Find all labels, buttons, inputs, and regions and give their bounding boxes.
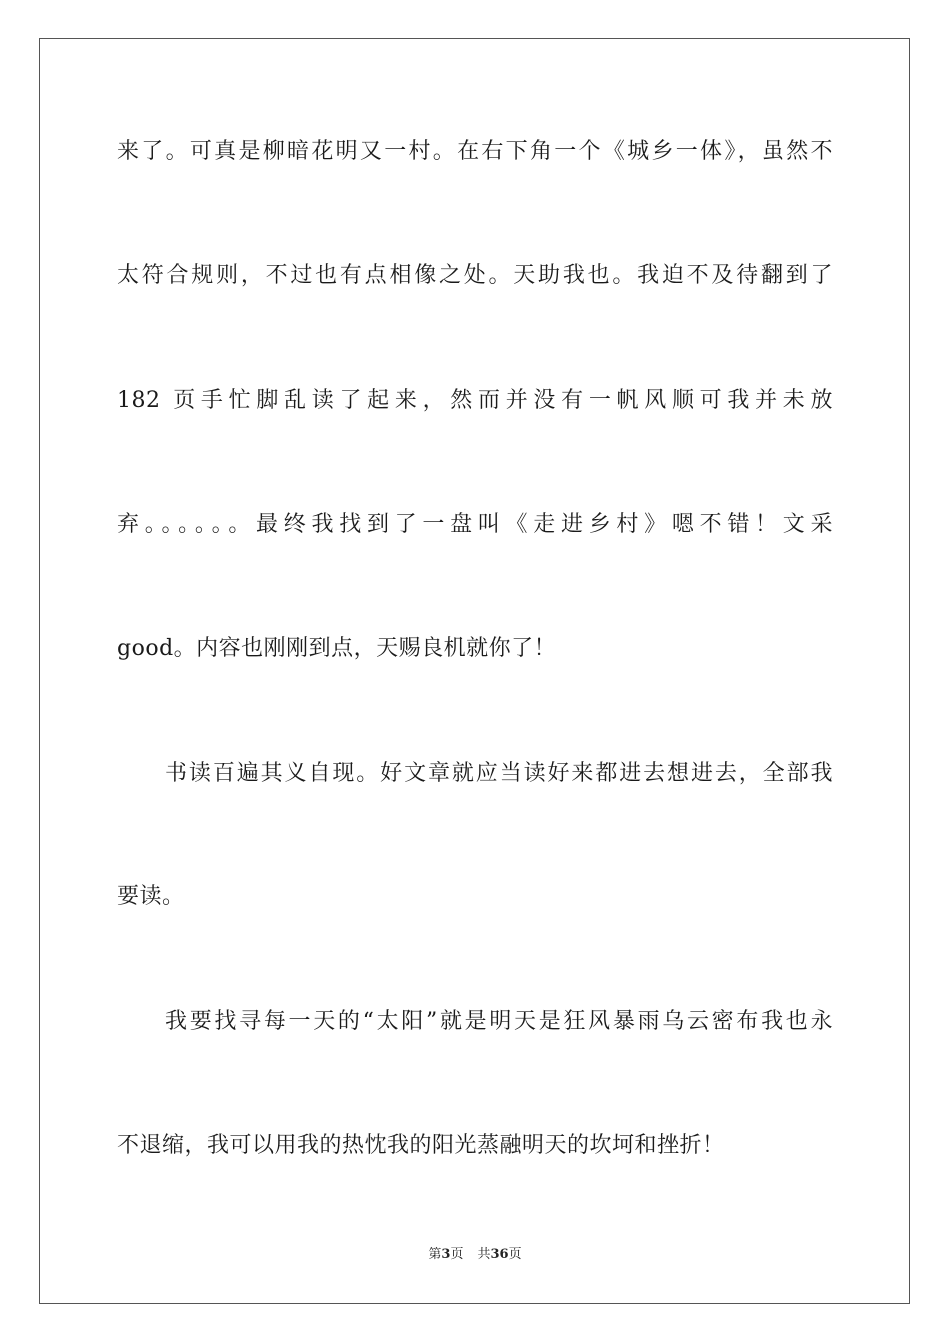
text-line-9: 不退缩，我可以用我的热忱我的阳光蒸融明天的坎坷和挫折！ (117, 1133, 725, 1158)
text-line-2: 太符合规则，不过也有点相像之处。天助我也。我迫不及待翻到了 (117, 263, 833, 288)
text-line-5: good。内容也刚刚到点，天赐良机就你了！ (117, 636, 557, 661)
total-prefix: 共 (477, 1247, 491, 1262)
page-suffix: 页 (450, 1247, 464, 1262)
text-line-7: 要读。 (117, 884, 185, 909)
page-footer (0, 1246, 950, 1264)
total-page-count: 36 (490, 1247, 509, 1262)
page-border (39, 38, 910, 1304)
text-line-3: 182 页手忙脚乱读了起来，然而并没有一帆风顺可我并未放 (117, 388, 833, 413)
text-line-1: 来了。可真是柳暗花明又一村。在右下角一个《城乡一体》，虽然不 (117, 139, 833, 164)
text-line-8: 我要找寻每一天的“太阳”就是明天是狂风暴雨乌云密布我也永 (165, 1009, 833, 1034)
page-prefix: 第 (428, 1247, 442, 1262)
text-line-4: 弃。。。。。。最终我找到了一盘叫《走进乡村》嗯不错！文采 (117, 512, 833, 537)
current-page-number: 3 (441, 1247, 451, 1262)
total-suffix: 页 (508, 1247, 522, 1262)
text-line-6: 书读百遍其义自现。好文章就应当读好来都进去想进去，全部我 (165, 761, 833, 786)
